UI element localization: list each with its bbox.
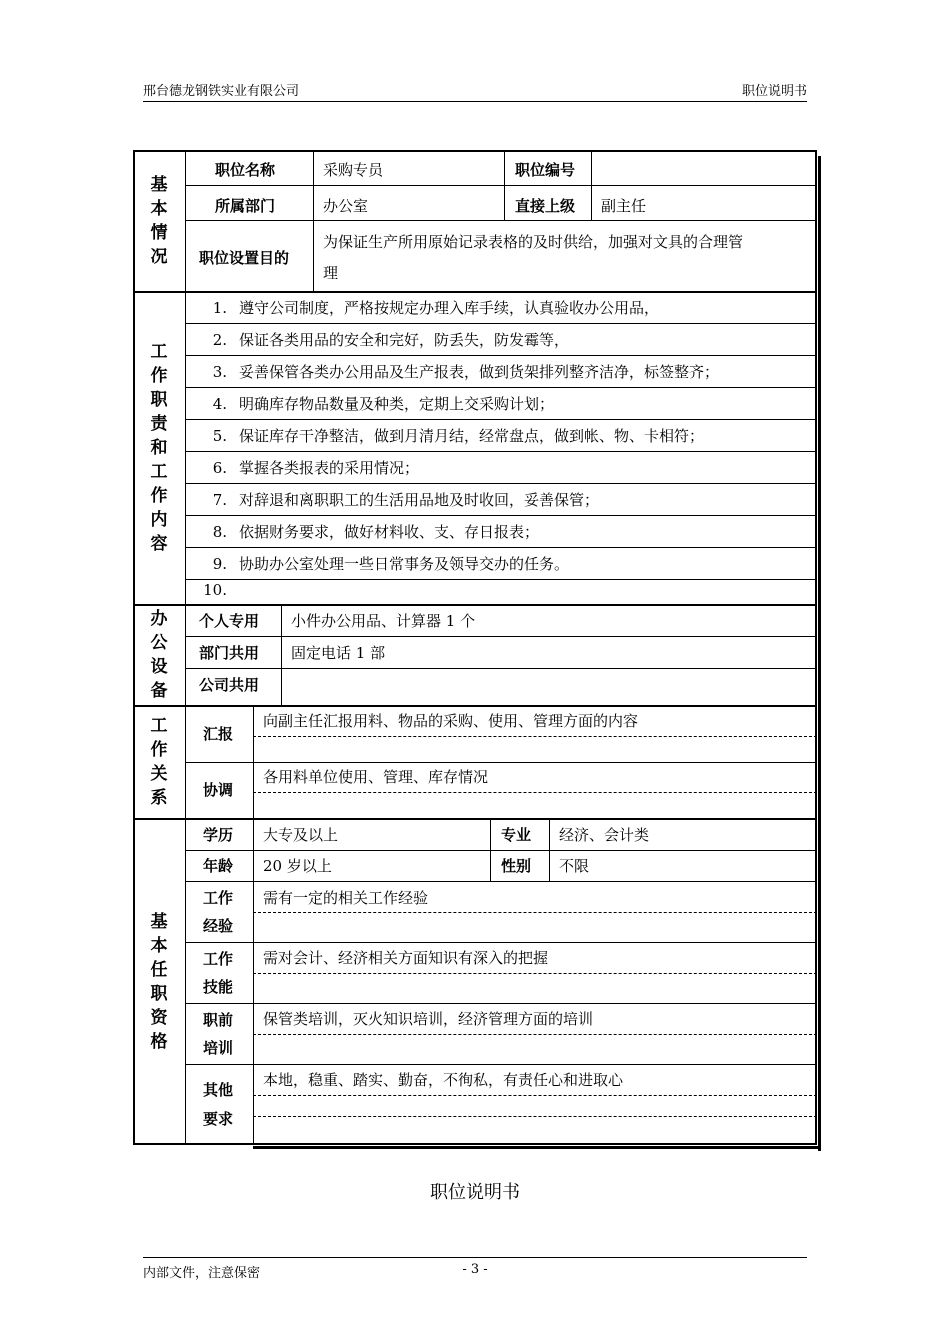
separator	[133, 818, 817, 820]
page-number: - 3 -	[462, 1262, 488, 1277]
value-gender: 不限	[559, 857, 590, 875]
section-relations: 工作关系	[150, 716, 168, 808]
label-skills: 工作	[203, 950, 234, 968]
divider	[185, 220, 817, 221]
label-gender: 性别	[501, 857, 532, 875]
duty-item: 1. 遵守公司制度，严格按规定办理入库手续，认真验收办公用品，	[212, 299, 660, 317]
label-education: 学历	[203, 826, 234, 844]
duty-item: 6. 掌握各类报表的采用情况；	[212, 459, 420, 477]
divider	[185, 762, 817, 763]
label-department: 所属部门	[215, 197, 276, 215]
value-skills: 需对会计、经济相关方面知识有深入的把握	[263, 949, 549, 967]
divider	[185, 483, 817, 484]
header-doc-type: 职位说明书	[741, 84, 807, 99]
value-training: 保管类培训，灭火知识培训，经济管理方面的培训	[263, 1010, 594, 1028]
duty-item: 5. 保证库存干净整洁，做到月清月结，经常盘点，做到帐、物、卡相符；	[212, 427, 705, 445]
dash-line	[253, 1095, 817, 1096]
divider	[504, 150, 505, 220]
divider	[185, 850, 817, 851]
dash-line	[253, 912, 817, 913]
value-report: 向副主任汇报用料、物品的采购、使用、管理方面的内容	[263, 712, 639, 730]
separator	[133, 291, 817, 293]
duty-item: 9. 协助办公室处理一些日常事务及领导交办的任务。	[212, 555, 570, 573]
value-position-name: 采购专员	[323, 161, 384, 179]
dash-line	[253, 792, 817, 793]
dash-line	[253, 973, 817, 974]
section-qualifications: 基本任职资格	[150, 912, 168, 1052]
label-superior: 直接上级	[515, 197, 576, 215]
section-basic: 基本情况	[150, 174, 168, 267]
duty-item: 3. 妥善保管各类办公用品及生产报表，做到货架排列整齐洁净，标签整齐；	[212, 363, 720, 381]
label-position-name: 职位名称	[215, 161, 276, 179]
divider	[185, 355, 817, 356]
footer-note: 内部文件，注意保密	[143, 1266, 261, 1281]
divider	[185, 636, 817, 637]
divider	[185, 451, 817, 452]
label-age: 年龄	[203, 857, 234, 875]
divider	[185, 185, 817, 186]
label-purpose: 职位设置目的	[199, 249, 290, 267]
label-coordinate: 协调	[203, 781, 234, 799]
footer-rule	[143, 1257, 807, 1258]
section-duties: 工作职责和工作内容	[150, 341, 168, 554]
value-dept-shared: 固定电话 1 部	[291, 644, 386, 662]
separator	[133, 604, 817, 606]
duty-item: 10.	[203, 581, 227, 599]
value-other: 本地，稳重、踏实、勤奋，不徇私，有责任心和进取心	[263, 1071, 624, 1089]
header-rule	[143, 101, 807, 102]
value-major: 经济、会计类	[559, 826, 650, 844]
duty-item: 4. 明确库存物品数量及种类，定期上交采购计划；	[212, 395, 555, 413]
dash-line	[253, 1116, 817, 1117]
label-major: 专业	[501, 826, 532, 844]
duty-item: 2. 保证各类用品的安全和完好，防丢失，防发霉等，	[212, 331, 570, 349]
job-description-table	[133, 150, 817, 1145]
label-experience-2: 经验	[203, 917, 234, 935]
divider	[185, 942, 817, 943]
value-purpose-line2: 理	[323, 264, 339, 282]
value-personal: 小件办公用品、计算器 1 个	[291, 612, 476, 630]
divider	[185, 668, 817, 669]
divider	[185, 1003, 817, 1004]
divider	[281, 605, 282, 705]
divider	[591, 150, 592, 220]
dash-line	[253, 736, 817, 737]
label-other: 其他	[203, 1081, 234, 1099]
divider	[549, 819, 550, 881]
value-coordinate: 各用料单位使用、管理、库存情况	[263, 768, 489, 786]
dash-line	[253, 1034, 817, 1035]
table-shadow-bottom	[253, 1146, 820, 1149]
divider	[185, 419, 817, 420]
label-report: 汇报	[203, 725, 234, 743]
duty-item: 7. 对辞退和离职职工的生活用品地及时收回，妥善保管；	[212, 491, 600, 509]
label-position-code: 职位编号	[515, 161, 576, 179]
label-company-shared: 公司共用	[199, 676, 260, 694]
divider	[185, 1064, 817, 1065]
separator	[133, 705, 817, 707]
value-purpose-line1: 为保证生产所用原始记录表格的及时供给，加强对文具的合理管	[323, 233, 744, 251]
divider	[185, 515, 817, 516]
label-other-2: 要求	[203, 1110, 234, 1128]
header-company: 邢台德龙钢铁实业有限公司	[143, 84, 300, 99]
value-experience: 需有一定的相关工作经验	[263, 889, 429, 907]
label-dept-shared: 部门共用	[199, 644, 260, 662]
value-age: 20 岁以上	[263, 857, 332, 875]
label-training: 职前	[203, 1011, 234, 1029]
value-department: 办公室	[323, 197, 369, 215]
divider	[490, 819, 491, 881]
divider	[253, 706, 254, 1145]
section-equipment: 办公设备	[150, 609, 168, 701]
divider	[313, 150, 314, 291]
caption: 职位说明书	[430, 1182, 520, 1203]
label-experience: 工作	[203, 889, 234, 907]
divider	[185, 881, 817, 882]
value-superior: 副主任	[601, 197, 647, 215]
divider	[185, 323, 817, 324]
duty-item: 8. 依据财务要求，做好材料收、支、存日报表；	[212, 523, 540, 541]
divider	[185, 387, 817, 388]
value-education: 大专及以上	[263, 826, 339, 844]
label-training-2: 培训	[203, 1039, 234, 1057]
label-personal: 个人专用	[199, 612, 260, 630]
label-skills-2: 技能	[203, 978, 234, 996]
divider	[185, 579, 817, 580]
table-shadow-right	[818, 156, 821, 1151]
divider	[185, 547, 817, 548]
